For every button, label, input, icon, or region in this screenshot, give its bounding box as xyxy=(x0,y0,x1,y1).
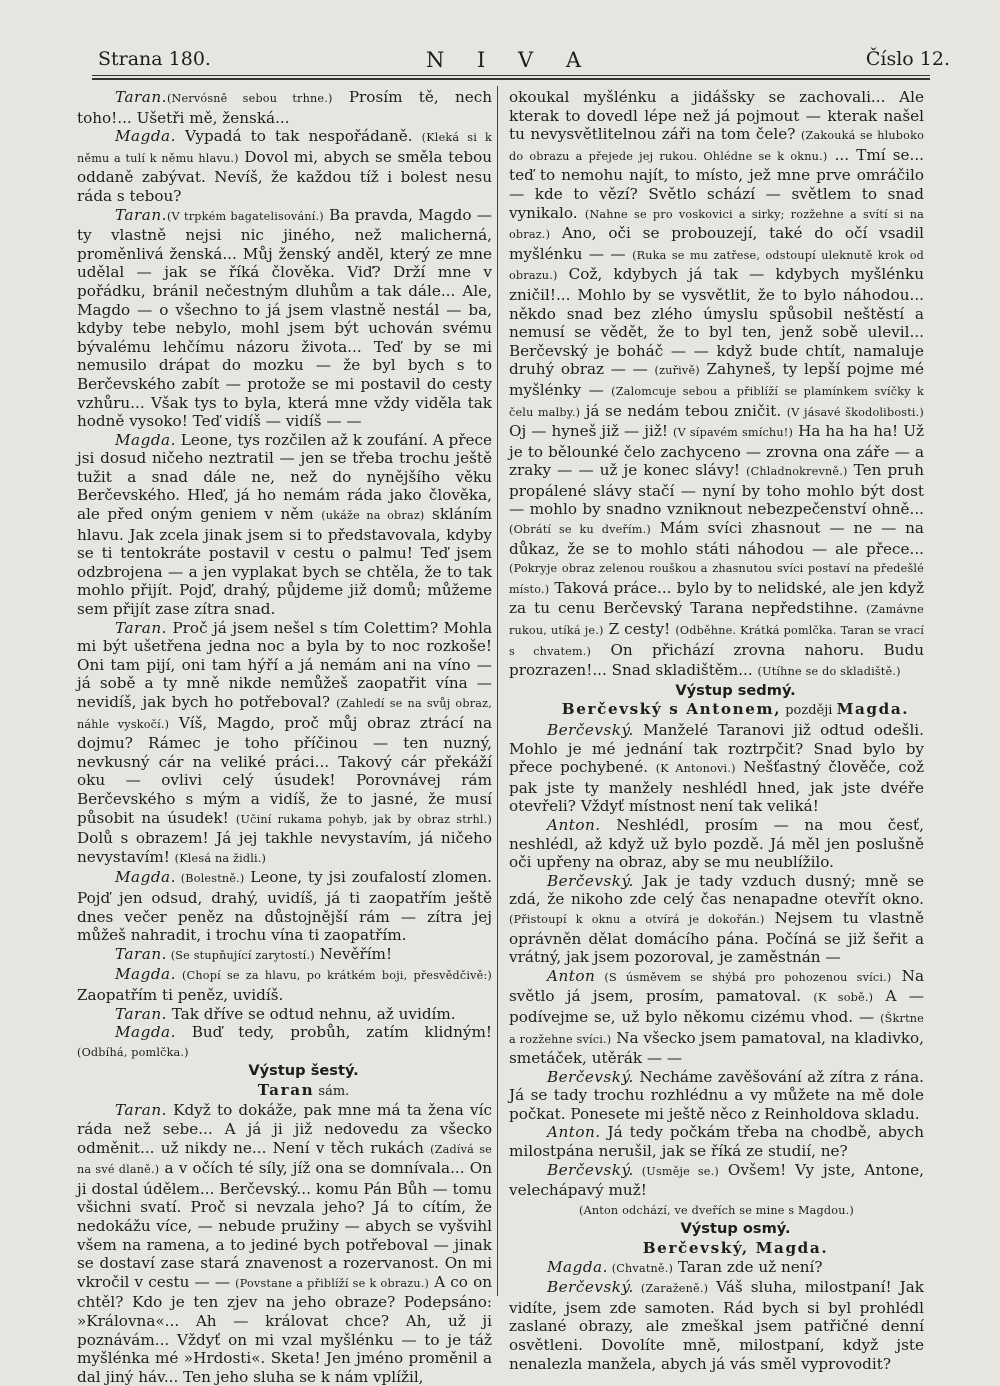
dialogue-paragraph xyxy=(77,619,492,869)
stage-direction: (Odběhne. Krátká pomlčka. Taran se vrací s chvatem.) xyxy=(509,624,924,658)
dialogue-text: Nešťastný člověče, což pak jste ty manžely neshlédl hned, jak jste dvéře otevřeli? Vždyť místnost není tak veliká! xyxy=(509,758,924,816)
dialogue-paragraph xyxy=(77,206,492,431)
dialogue-text: Dovol mi, abych se směla tebou oddaně zabývat. Nevíš, že každou tíž i bolest nesu ráda s tebou? xyxy=(77,147,492,205)
stage-direction: (zuřivě) xyxy=(654,364,700,378)
dialogue-text: Vypadá to tak nespořádaně. xyxy=(175,127,422,146)
stage-direction: (Kleká si k němu a tulí k němu hlavu.) xyxy=(77,131,493,165)
character-heading xyxy=(77,1081,492,1102)
dialogue-text: skláním hlavu. Jak zcela jinak jsem si to představovala, kdyby se ti tentokráte postavil v cestu o palmu! Teď jsem odzbrojena — a jen vyplakat bych se chtěla, že to tak mohlo přijít. Pojď, drahý, půjdeme již domů; můžeme sem přijít zase zítra snad. xyxy=(77,505,492,619)
scene-heading: Výstup osmý. xyxy=(680,1220,791,1238)
dialogue-text: A — podívejme se, už bylo někomu cizému vhod. — xyxy=(509,987,924,1026)
speaker-name: Taran. xyxy=(115,944,167,963)
stage-direction: (Nervósně sebou trhne.) xyxy=(166,92,333,105)
dialogue-paragraph xyxy=(509,872,924,967)
speaker-name: Taran. xyxy=(115,1101,167,1120)
header-rule-thin xyxy=(92,75,930,76)
dialogue-paragraph xyxy=(509,88,924,682)
dialogue-text: Nevěřím! xyxy=(314,944,393,963)
dialogue-paragraph xyxy=(77,1005,492,1024)
dialogue-paragraph xyxy=(77,1023,492,1062)
stage-direction: (Pokryje obraz zelenou rouškou a zhasnutou svíci postaví na předešlé místo.) xyxy=(509,562,924,596)
stage-direction: (Bolestně.) xyxy=(175,872,245,886)
speaker-name: Taran. xyxy=(115,205,167,224)
stage-direction: (Zakouká se hluboko do obrazu a přejede jej rukou. Ohlédne se k oknu.) xyxy=(509,129,924,163)
stage-direction: (Se stupňující zarytostí.) xyxy=(166,948,315,962)
dialogue-text: a v očích té síly, jíž ona se domnívala... On ji dostal údělem... Berčevský... komu Pán Bůh — tomu všichni svatí. Proč si nevzala jeho? Já to cítím, že nedokážu více, — nebude pružiny — abych se vyšvihl všem na ramena, a to jediné bych potřeboval — jinak se dostaví zase stará znavenost a rozervanost. On mi vkročil v cestu — — xyxy=(77,1159,492,1291)
dialogue-text: Prosím tě, nech toho!... Ušetři mě, ženská... xyxy=(77,88,493,127)
dialogue-text: Když to dokáže, pak mne má ta žena víc ráda než sebe... A já ji již nedovedu za všecko odměnit... už nikdy ne... Není v těch rukách xyxy=(77,1101,492,1157)
character-names: Berčevský s Antonem, xyxy=(561,700,782,719)
speaker-name: Berčevský. xyxy=(547,1160,634,1179)
dialogue-text: Dolů s obrazem! Já jej takhle nevystavím, já ničeho nevystavím! xyxy=(77,829,492,866)
speaker-name: Taran. xyxy=(115,1004,167,1023)
dialogue-text: Buď tedy, probůh, zatím klidným! xyxy=(175,1023,492,1042)
speaker-name: Magda. xyxy=(115,1023,176,1042)
dialogue-text: Já tedy počkám třeba na chodbě, abych milostpána nerušil, jak se říká ze studií, ne? xyxy=(509,1123,924,1161)
stage-direction: (Odbíhá, pomlčka.) xyxy=(77,1045,189,1059)
speaker-name: Berčevský. xyxy=(547,721,634,739)
stage-direction: (Anton odchází, ve dveřích se mine s Magdou.) xyxy=(579,1203,854,1217)
dialogue-paragraph xyxy=(77,88,492,127)
speaker-name: Magda. xyxy=(547,1257,608,1276)
dialogue-text: já se nedám tebou zničit. xyxy=(580,401,787,420)
dialogue-text: Ovšem! Vy jste, Antone, velechápavý muž! xyxy=(509,1160,924,1200)
stage-direction: (Chvatně.) xyxy=(607,1261,674,1275)
stage-direction: (Zaraženě.) xyxy=(633,1282,709,1296)
dialogue-text: Ten pruh propálené slávy stačí — nyní by toho mohlo být dost — mohlo by snadno vzniknout nebezpečenství ohně... xyxy=(509,461,924,519)
dialogue-text: Zaopatřím ti peněz, uvidíš. xyxy=(77,985,284,1004)
stage-direction: (ukáže na obraz) xyxy=(321,509,425,523)
character-note: sám. xyxy=(314,1083,350,1099)
speaker-name: Magda. xyxy=(115,127,176,146)
issue-number: Číslo 12. xyxy=(865,48,950,70)
stage-direction: (Chopí se za hlavu, po krátkém boji, přesvědčivě:) xyxy=(175,969,492,983)
character-names-extra: Magda. xyxy=(836,700,910,719)
dialogue-text: Leone, tys rozčilen až k zoufání. A přece jsi dosud ničeho neztratil — jen se třeba trochu ještě tužit a snad dále ne, než do nynějšího věku Berčevského. Hleď, já ho nemám ráda jako člověka, ale před oným geniem v něm xyxy=(77,430,493,524)
stage-direction: (Klesá na židli.) xyxy=(174,851,267,865)
dialogue-text: Ha ha ha ha! Už je to bělounké čelo zachyceno — zrovna ona záře — a zraky — — už je konec slávy! xyxy=(509,422,924,480)
dialogue-paragraph xyxy=(509,1258,924,1279)
speaker-name: Anton xyxy=(547,966,596,985)
dialogue-text: Oj — hyneš již — již! xyxy=(509,422,674,441)
scene-heading: Výstup šestý. xyxy=(248,1062,359,1080)
scene-heading: Výstup sedmý. xyxy=(675,681,796,699)
dialogue-text: Leone, ty jsi zoufalostí zlomen. Pojď jen odsud, drahý, uvidíš, já ti zaopatřím ještě dnes večer peněz na důstojnější rám — zítra jej můžeš nahradit, i trochu vína ti zaopatřím. xyxy=(77,868,492,945)
stage-direction: (Utíhne se do skladiště.) xyxy=(757,665,901,679)
dialogue-text: Váš sluha, milostpaní! Jak vidíte, jsem zde samoten. Rád bych si byl prohlédl zaslané obrazy, ale zmeškal jsem patřičné denní osvětleni. Dovolíte mně, milostpaní, když jste nenalezla manžela, abych já vás směl vyprovodit? xyxy=(509,1278,924,1373)
stage-direction: (Usměje se.) xyxy=(633,1164,719,1178)
dialogue-text: Taran zde už není? xyxy=(673,1257,823,1276)
right-column xyxy=(509,88,924,1373)
stage-direction: (Chladnokrevně.) xyxy=(746,465,848,479)
dialogue-paragraph xyxy=(509,967,924,1068)
speaker-name: Berčevský. xyxy=(547,1067,634,1086)
stage-direction: (Zahledí se na svůj obraz, náhle vyskočí.) xyxy=(77,697,492,731)
character-names: Taran xyxy=(257,1080,315,1099)
speaker-name: Anton. xyxy=(547,1123,601,1142)
header-rule-thick xyxy=(92,78,930,80)
stage-direction: (Povstane a přiblíží se k obrazu.) xyxy=(235,1276,430,1290)
dialogue-text: Neshlédl, prosím — na mou česť, neshlédl, až když už bylo pozdě. Já měl jen poslušně oči upřeny na obraz, aby se mu neublížilo. xyxy=(509,815,924,872)
character-note: později xyxy=(781,703,837,719)
left-column xyxy=(77,88,492,1386)
dialogue-text: Ba pravda, Magdo — ty vlastně nejsi nic jiného, než malicherná, proměnlivá ženská... Můj ženský anděl, který ze mne udělal — jak se říká člověka. Viď? Drží mne v pořádku, bránil nečestným dluhům a tak dále... Ale, Magdo — o všechno to já jsem vlastně nestál — ba, kdyby tebe nebylo, mohl jsem být uchován svému bývalému lehčímu názoru života... Teď by se mi nemusilo drápat do mozku — že byl bych s to Berčevského zabít — protože se mi postavil do cesty vzhůru... Však tys to byla, která mne vždy viděla tak hodně vysoko! Teď vidíš — vidíš — — xyxy=(77,205,492,431)
dialogue-text: Na světlo já jsem, prosím, pamatoval. xyxy=(509,966,925,1006)
dialogue-paragraph xyxy=(77,945,492,966)
stage-direction: (V trpkém bagatelisování.) xyxy=(166,209,324,223)
dialogue-text: Na všecko jsem pamatoval, na kladivko, smetáček, utěrák — — xyxy=(509,1028,924,1068)
dialogue-text: Nejsem tu vlastně oprávněn dělat domácího pána. Počíná se již šeřit a vrátný, jak jsem pozoroval, je zaměstnán — xyxy=(509,908,924,967)
dialogue-paragraph xyxy=(77,431,492,619)
dialogue-paragraph xyxy=(77,127,492,205)
journal-title: N I V A xyxy=(425,48,595,72)
speaker-name: Magda. xyxy=(115,868,176,887)
dialogue-paragraph xyxy=(509,1123,924,1160)
dialogue-paragraph xyxy=(509,1068,924,1124)
speaker-name: Anton. xyxy=(547,815,601,834)
speaker-name: Berčevský. xyxy=(547,871,634,890)
dialogue-text: Jak je tady vzduch dusný; mně se zdá, že nikoho zde celý čas nenapadne otevřít okno. xyxy=(509,871,924,909)
speaker-name: Berčevský. xyxy=(547,1278,634,1297)
character-names: Berčevský, Magda. xyxy=(642,1239,829,1258)
dialogue-text: Z cesty! xyxy=(603,620,676,639)
dialogue-text: On přichází zrovna nahoru. Budu prozrazen!... Snad skladištěm... xyxy=(509,640,924,680)
stage-direction: (Učiní rukama pohyb, jak by obraz strhl.) xyxy=(235,812,492,826)
stage-direction: (K Antonovi.) xyxy=(655,762,736,776)
stage-direction: (Zamávne rukou, utíká je.) xyxy=(509,603,924,638)
dialogue-text: Víš, Magdo, proč můj obraz ztrácí na dojmu? Rámec je toho příčinou — ten nuzný, nevkusný cár na veliké práci... Takový cár překáží oku — ovlivi celý úsudek! Porovnávej rám Berčevského s mým a vidíš, že to jasné, že musí působit na úsudek! xyxy=(77,713,493,827)
character-heading xyxy=(509,1239,924,1258)
dialogue-text: A co on chtěl? Kdo je ten zjev na jeho obraze? Podepsáno: »Královna«... Ah — královat chce? Ah, už ji poznávám... Vždyť on mi vzal myšlénku — to je táž myšlénka mé »Hrdosti«. Sketa! Jen jméno proměnil a dal jiný háv... Ten jeho sluha se k nám vplížil, xyxy=(77,1272,492,1386)
stage-direction: (Zadívá se na své dlaně.) xyxy=(77,1142,492,1177)
page-number: Strana 180. xyxy=(98,48,211,70)
dialogue-paragraph xyxy=(509,721,924,816)
stage-direction: (Nahne se pro voskovici a sirky; rozžehne a svítí si na obraz.) xyxy=(509,207,924,242)
speaker-name: Magda. xyxy=(115,430,176,449)
dialogue-paragraph xyxy=(509,1161,924,1200)
dialogue-text: Zahyneš, ty lepší pojme mé myšlénky — xyxy=(509,360,924,399)
dialogue-text: ... Tmí se... teď to nemohu najít, to místo, jež mne prve omráčilo — kde to vězí? Světlo schází — světlem to snad vynikalo. xyxy=(509,145,925,222)
dialogue-paragraph xyxy=(77,868,492,944)
dialogue-text: Proč já jsem nešel s tím Colettim? Mohla mi být ušetřena jedna noc a byla by to noc rozkoše! Oni tam pijí, oni tam hýří a já nemám ani na víno — já sobě a ty mně nikde nemůžeš zaopatřit vína — nevidíš, jak bych ho potřeboval? xyxy=(77,618,492,711)
column-divider xyxy=(497,86,498,1296)
stage-direction: (Obrátí se ku dveřím.) xyxy=(509,523,651,537)
dialogue-paragraph xyxy=(509,1278,924,1373)
dialogue-text: Tak dříve se odtud nehnu, až uvidím. xyxy=(166,1004,456,1023)
page-header xyxy=(70,46,950,76)
dialogue-text: Mám svíci zhasnout — ne — na důkaz, že se to mohlo státi náhodou — ale přece... xyxy=(509,519,924,558)
dialogue-paragraph xyxy=(509,816,924,872)
stage-direction: (Přistoupí k oknu a otvírá je dokořán.) xyxy=(509,912,765,926)
dialogue-text: okoukal myšlénku a jidášsky se zachovali... Ale kterak to dovedl lépe než já pojmout — kterak našel tu nevysvětlitelnou záři na tom čele? xyxy=(509,88,924,144)
stage-direction: (V jásavé škodolibosti.) xyxy=(786,405,924,419)
speaker-name: Taran. xyxy=(115,618,167,637)
dialogue-paragraph xyxy=(77,1101,492,1386)
dialogue-text: Taková práce... bylo by to nelidské, ale jen když za tu cenu Berčevský Tarana nepředstihne. xyxy=(509,578,924,618)
stage-direction: (K sobě.) xyxy=(813,991,874,1005)
dialogue-text: Ano, oči se probouzejí, také do očí vsadil myšlénku — — xyxy=(509,224,924,263)
stage-direction: (Ruka se mu zatřese, odstoupí uleknutě krok od obrazu.) xyxy=(509,248,924,283)
stage-direction: (Zalomcuje sebou a přiblíží se plamínkem svíčky k čelu malby.) xyxy=(509,384,925,419)
dialogue-text: Což, kdybych já tak — kdybych myšlénku zničil!... Mohlo by se vysvětlit, že to bylo náhodou... někdo snad bez zlého úmyslu spůsobil neštěstí a nemusí se vědět, že to byl ten, jenž sobě ulevil... Berčevský je boháč — — když bude chtít, namaluje druhý obraz — — xyxy=(509,265,924,379)
dialogue-paragraph xyxy=(509,1200,924,1221)
stage-direction: (V sípavém smíchu!) xyxy=(673,426,794,440)
speaker-name: Taran. xyxy=(115,88,167,106)
dialogue-paragraph xyxy=(77,965,492,1004)
dialogue-text: Manželé Taranovi již odtud odešli. Mohlo je mé jednání tak roztrpčit? Snad bylo by přece pochybené. xyxy=(509,721,924,777)
character-heading xyxy=(509,700,924,721)
dialogue-text: Necháme zavěšování až zítra z rána. Já se tady trochu rozhlédnu a vy můžete na mě dole počkat. Ponesete mi ještě něco z Reinholdova skladu. xyxy=(509,1067,924,1123)
speaker-name: Magda. xyxy=(115,965,176,984)
stage-direction: (Škrtne a rozžehne svíci.) xyxy=(509,1011,924,1046)
stage-direction: (S úsměvem se shýbá pro pohozenou svíci.) xyxy=(595,970,892,984)
